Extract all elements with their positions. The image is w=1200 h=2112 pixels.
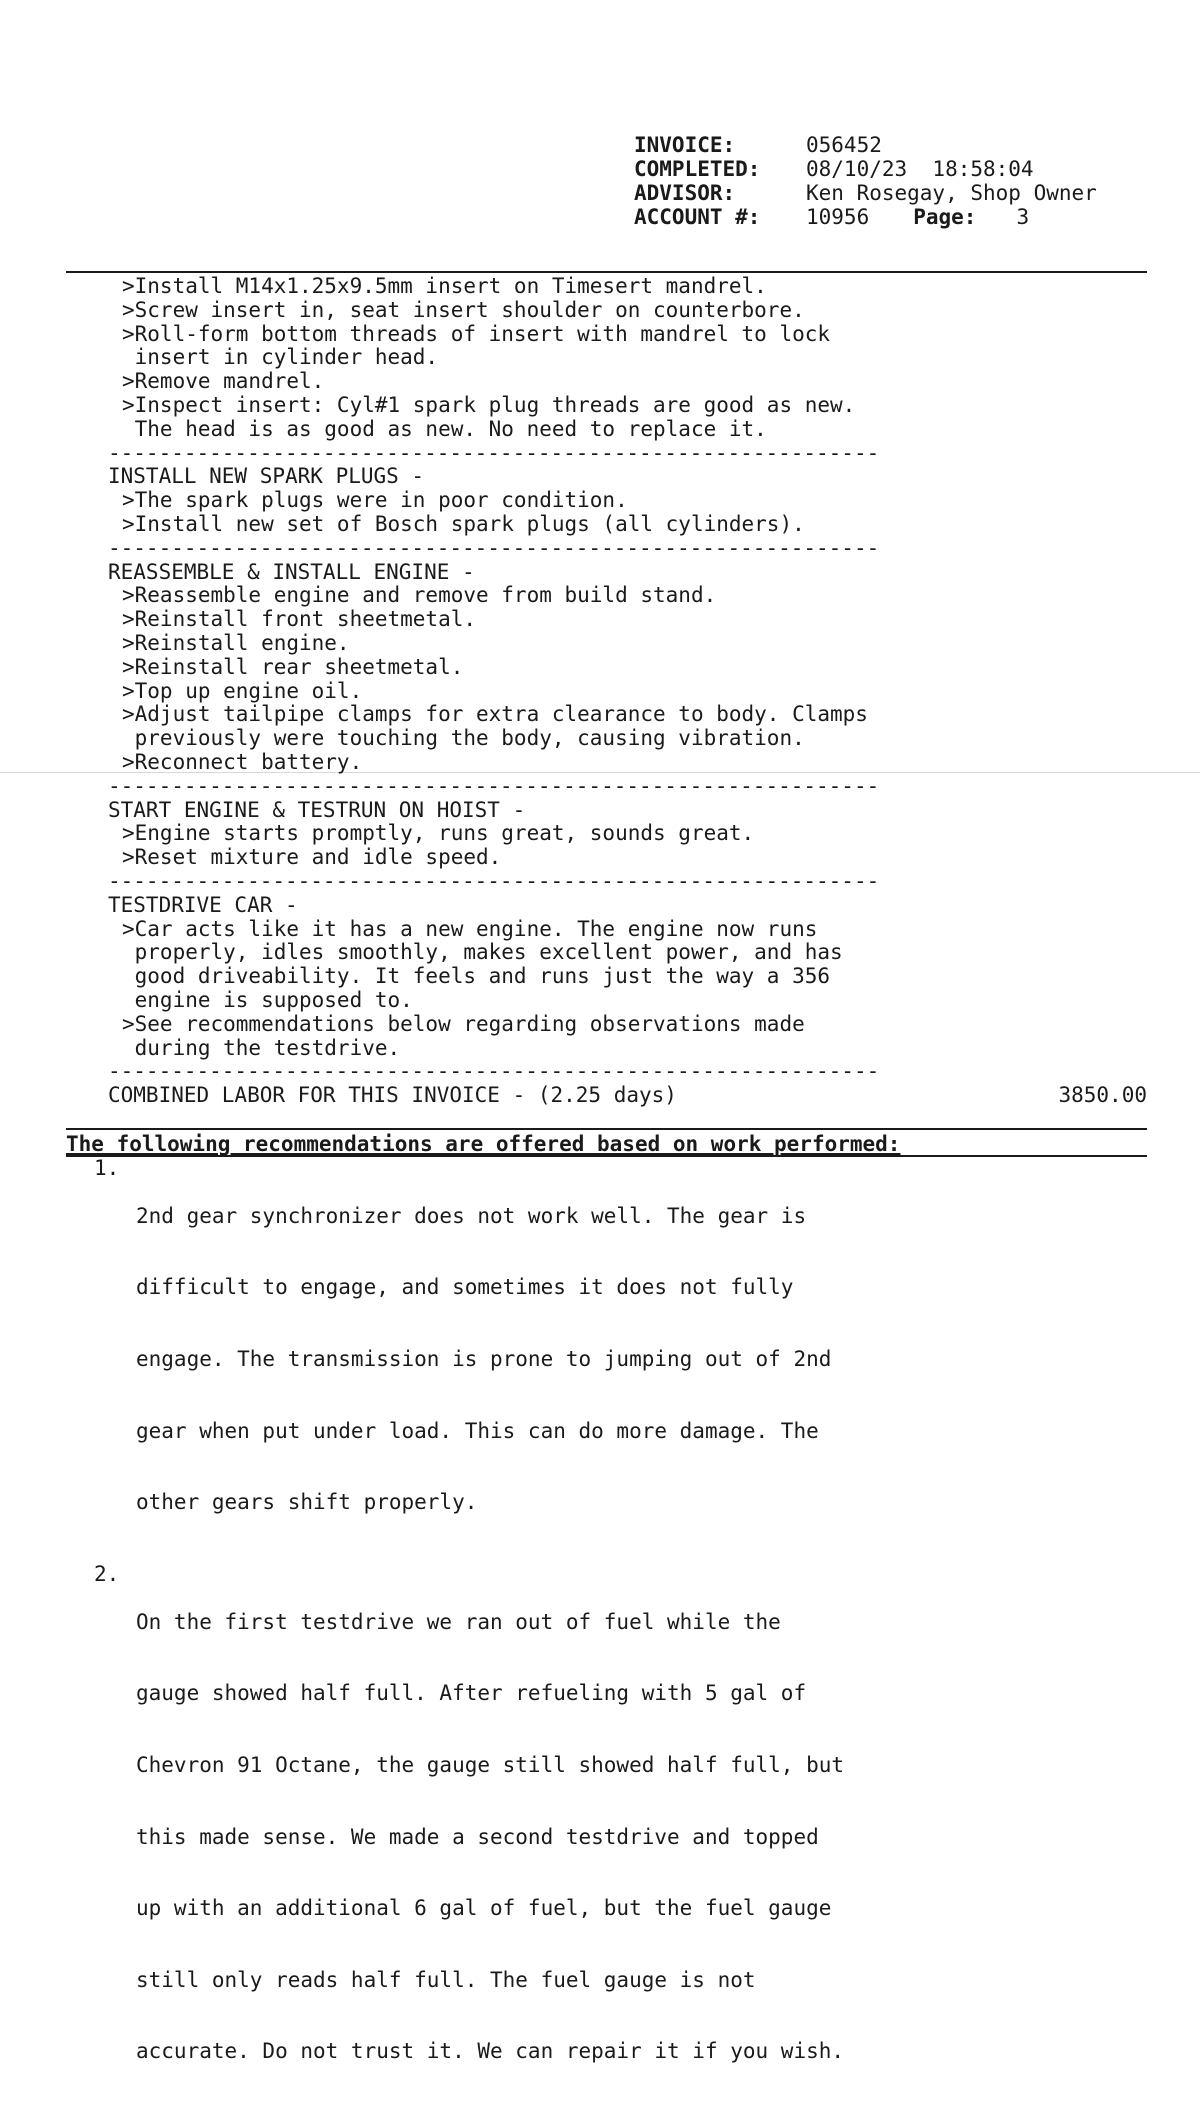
recommendation-line: gauge showed half full. After refueling with 5 gal of [136, 1681, 807, 1706]
completed-row [634, 157, 1097, 181]
completed-datetime: 08/10/23 18:58:04 [806, 157, 1034, 181]
work-step: >Remove mandrel. [122, 369, 325, 394]
work-description [108, 275, 1158, 1108]
page-number: 3 [1016, 205, 1030, 229]
recommendation-line: accurate. Do not trust it. We can repair it if you wish. [136, 2039, 845, 2064]
section-separator: ------------------------------------------------------------- [108, 1060, 880, 1084]
work-step: previously were touching the body, causing vibration. [122, 726, 805, 751]
account-number: 10956 [806, 205, 870, 229]
work-step: >Reset mixture and idle speed. [122, 845, 502, 870]
work-step: properly, idles smoothly, makes excellent power, and has [122, 940, 843, 965]
advisor-name: Ken Rosegay, Shop Owner [806, 181, 1097, 205]
recommendation-number: 1. [94, 1156, 120, 1180]
section-title: START ENGINE & TESTRUN ON HOIST - [108, 797, 526, 822]
work-step: >Reinstall rear sheetmetal. [122, 654, 464, 679]
invoice-row [634, 133, 1097, 157]
work-step: good driveability. It feels and runs just the way a 356 [122, 964, 831, 989]
recommendation-item [94, 1157, 956, 1563]
recommendation-line: up with an additional 6 gal of fuel, but the fuel gauge [136, 1896, 832, 1921]
recommendation-line: still only reads half full. The fuel gauge is not [136, 1967, 756, 1992]
section-separator: ------------------------------------------------------------- [108, 869, 880, 893]
recommendation-number: 2. [94, 1561, 120, 1586]
section-separator: ------------------------------------------------------------- [108, 441, 880, 465]
advisor-row [634, 181, 1097, 205]
work-step: >The spark plugs were in poor condition. [122, 488, 628, 513]
work-step: >See recommendations below regarding observations made [122, 1011, 805, 1036]
work-step: during the testdrive. [122, 1035, 401, 1060]
recommendations-list [94, 1157, 956, 2112]
invoice-header [634, 133, 1097, 229]
recommendation-line: engage. The transmission is prone to jumping out of 2nd [136, 1347, 832, 1372]
recommendation-line: 2nd gear synchronizer does not work well. The gear is [136, 1203, 807, 1228]
section-separator: ------------------------------------------------------------- [108, 774, 880, 798]
work-step: >Reconnect battery. [122, 749, 363, 774]
work-step: >Adjust tailpipe clamps for extra clearance to body. Clamps [122, 702, 868, 727]
work-step: >Reinstall front sheetmetal. [122, 607, 477, 632]
work-step: The head is as good as new. No need to replace it. [122, 416, 767, 441]
completed-label: COMPLETED: [634, 157, 761, 181]
work-step: engine is supposed to. [122, 987, 413, 1012]
section-title: REASSEMBLE & INSTALL ENGINE - [108, 559, 475, 584]
work-step: >Reinstall engine. [122, 630, 350, 655]
recommendation-line: On the first testdrive we ran out of fuel while the [136, 1609, 781, 1634]
combined-labor-amount: 3850.00 [1058, 1083, 1147, 1108]
section-title: TESTDRIVE CAR - [108, 892, 298, 917]
advisor-label: ADVISOR: [634, 181, 736, 205]
recommendation-text [136, 1157, 956, 1563]
work-step: >Inspect insert: Cyl#1 spark plug threads are good as new. [122, 392, 856, 417]
work-step: >Install M14x1.25x9.5mm insert on Timesert mandrel. [122, 274, 767, 298]
work-step: >Screw insert in, seat insert shoulder on counterbore. [122, 297, 805, 322]
work-step: >Reassemble engine and remove from build stand. [122, 583, 717, 608]
recommendation-line: gear when put under load. This can do more damage. The [136, 1418, 819, 1443]
recommendation-line: other gears shift properly. [136, 1490, 478, 1515]
work-step: >Install new set of Bosch spark plugs (all cylinders). [122, 511, 805, 536]
work-step: >Roll-form bottom threads of insert with mandrel to lock [122, 321, 831, 346]
combined-labor-row [108, 1084, 1147, 1108]
recommendations-heading: The following recommendations are offered based on work performed: [66, 1132, 901, 1156]
recommendation-text [136, 1563, 956, 2112]
section-title: INSTALL NEW SPARK PLUGS - [108, 464, 425, 489]
section-separator: ------------------------------------------------------------- [108, 536, 880, 560]
work-step: >Car acts like it has a new engine. The engine now runs [122, 916, 818, 941]
header-rule [66, 271, 1147, 273]
invoice-label: INVOICE: [634, 133, 736, 157]
page-label: Page: [913, 205, 977, 229]
work-step: >Engine starts promptly, runs great, sounds great. [122, 821, 755, 846]
combined-labor-label: COMBINED LABOR FOR THIS INVOICE - (2.25 days) [108, 1083, 677, 1108]
recommendation-line: difficult to engage, and sometimes it does not fully [136, 1275, 794, 1300]
recommendation-item [94, 1563, 956, 2112]
work-step: >Top up engine oil. [122, 678, 363, 703]
account-label: ACCOUNT #: [634, 205, 761, 229]
account-row [634, 205, 1097, 229]
labor-rule [66, 1128, 1147, 1130]
recommendation-line: this made sense. We made a second testdrive and topped [136, 1824, 819, 1849]
work-step: insert in cylinder head. [122, 345, 439, 370]
invoice-number: 056452 [806, 133, 882, 157]
recommendation-line: Chevron 91 Octane, the gauge still showed half full, but [136, 1752, 845, 1777]
